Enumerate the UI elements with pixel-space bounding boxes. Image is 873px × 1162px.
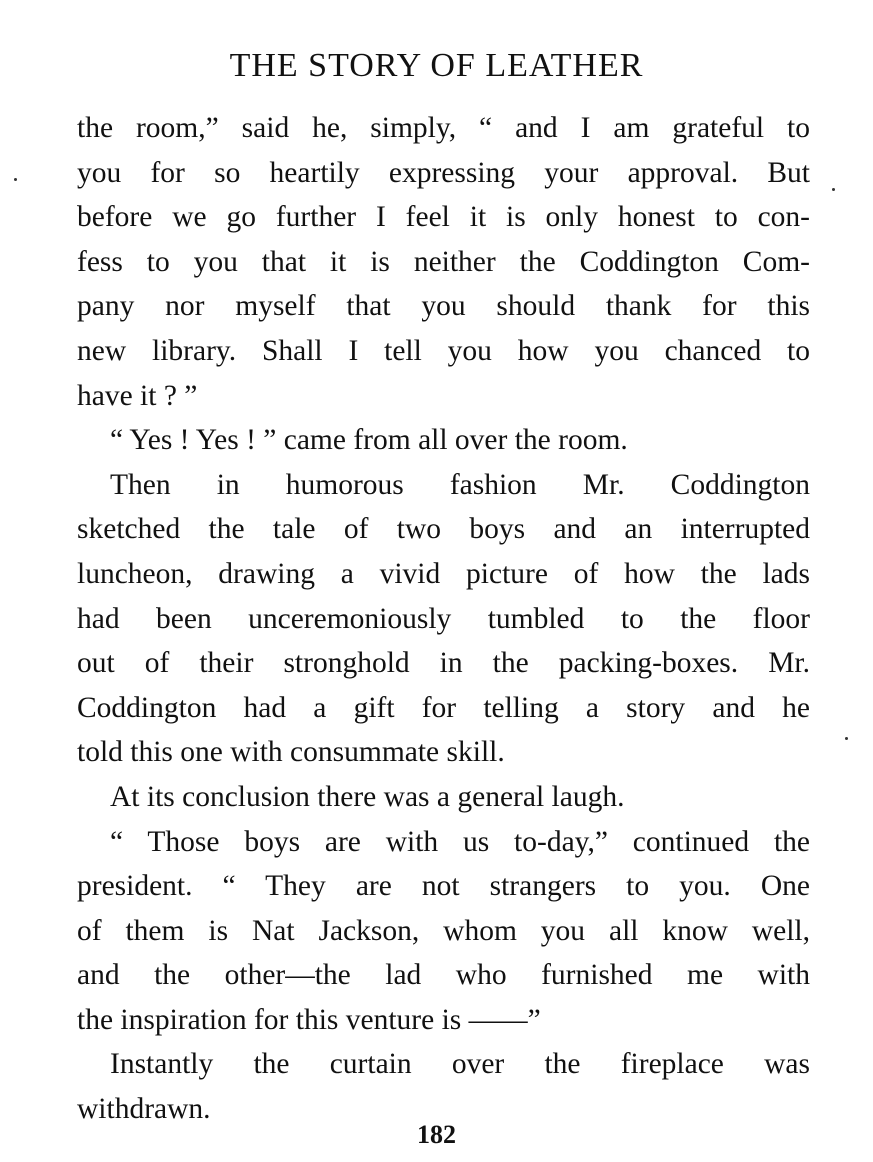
text-line: sketched the tale of two boys and an interrupted — [77, 513, 810, 546]
text-line: Then in humorous fashion Mr. Coddington — [110, 468, 810, 501]
text-line: the room,” said he, simply, “ and I am grateful to — [77, 112, 810, 144]
text-line: At its conclusion there was a general laugh. — [110, 780, 625, 813]
text-line: “ Yes ! Yes ! ” came from all over the room. — [110, 424, 628, 457]
text-line: Coddington had a gift for telling a story and he — [77, 691, 810, 724]
text-line: before we go further I feel it is only honest to con- — [77, 201, 810, 234]
text-line: you for so heartily expressing your approval. But — [77, 156, 810, 189]
text-line: out of their stronghold in the packing-boxes. Mr. — [77, 647, 810, 680]
text-line: luncheon, drawing a vivid picture of how the lads — [77, 557, 810, 590]
body-text — [77, 106, 810, 1132]
text-line: have it ? ” — [77, 379, 198, 412]
text-line: had been unceremoniously tumbled to the floor — [77, 602, 810, 635]
text-line: “ Those boys are with us to-day,” continued the — [110, 825, 810, 858]
text-line: withdrawn. — [77, 1093, 211, 1126]
text-line: president. “ They are not strangers to you. One — [77, 870, 810, 903]
print-speck — [832, 188, 835, 191]
text-line: told this one with consummate skill. — [77, 736, 505, 769]
text-line: new library. Shall I tell you how you chanced to — [77, 334, 810, 367]
text-line: pany nor myself that you should thank for this — [77, 290, 810, 323]
text-line: the inspiration for this venture is ——” — [77, 1003, 541, 1036]
print-speck — [845, 737, 848, 740]
print-speck — [14, 178, 17, 181]
text-line: fess to you that it is neither the Coddington Com- — [77, 245, 810, 278]
text-line: of them is Nat Jackson, whom you all know well, — [77, 914, 810, 947]
running-head: THE STORY OF LEATHER — [229, 47, 644, 84]
text-line: and the other—the lad who furnished me with — [77, 959, 810, 992]
page-number: 182 — [417, 1120, 456, 1149]
text-line: Instantly the curtain over the fireplace was — [110, 1048, 810, 1081]
